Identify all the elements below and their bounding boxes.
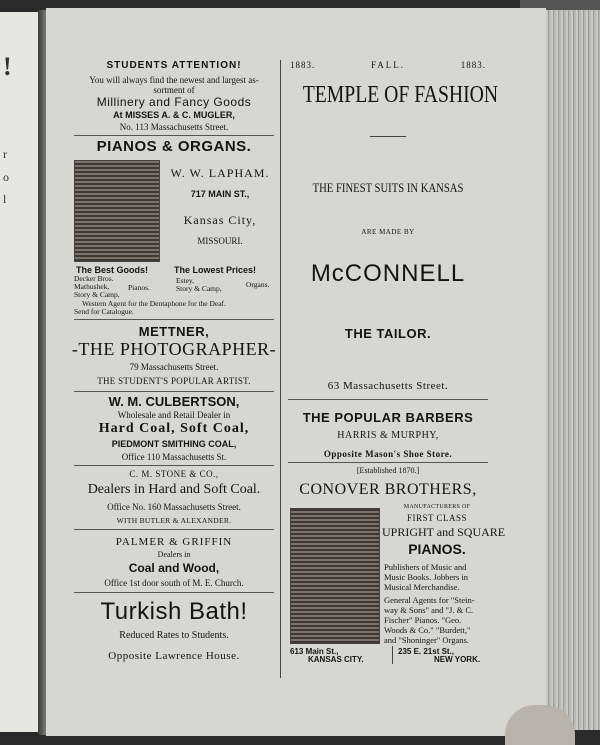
left-page-edge (0, 12, 38, 732)
barbers-address: Opposite Mason's Shoe Store. (323, 449, 453, 459)
mcconnell-name: McCONNELL (310, 260, 466, 287)
divider (74, 529, 274, 530)
culbertson-line: Wholesale and Retail Dealer in (117, 410, 231, 420)
palmer-name: PALMER & GRIFFIN (115, 536, 233, 548)
stone-name: C. M. STONE & CO., (129, 469, 219, 479)
divider (74, 465, 274, 466)
season-label: FALL. (370, 60, 406, 70)
agents-line: way & Sons" and "J. & C. (384, 605, 474, 615)
left-page-fragment: ! (3, 52, 12, 81)
students-line: You will always find the newest and largest as- (89, 75, 259, 85)
barbers-title: THE POPULAR BARBERS (302, 410, 474, 425)
catalogue-note: Send for Catalogue. (74, 307, 134, 316)
mettner-address: 79 Massachusetts Street. (129, 362, 219, 372)
lowest-prices: The Lowest Prices! (174, 265, 257, 275)
barbers-names: HARRIS & MURPHY, (337, 430, 439, 441)
piano-illustration (290, 508, 380, 644)
divider (288, 462, 488, 463)
lapham-address: 717 MAIN ST., (190, 189, 250, 199)
publishers-block (384, 562, 468, 592)
palmer-office: Office 1st door south of M. E. Church. (104, 578, 244, 588)
culbertson-name: W. M. CULBERTSON, (108, 394, 240, 409)
short-rule (370, 136, 406, 137)
the-tailor: THE TAILOR. (344, 326, 432, 341)
conover-name: CONOVER BROTHERS, (299, 481, 477, 498)
new-york-address (398, 648, 480, 664)
stone-dealers: Dealers in Hard and Soft Coal. (87, 482, 261, 497)
divider (74, 319, 274, 320)
students-line: sortment of (153, 85, 195, 95)
year-left: 1883. (290, 60, 316, 70)
agents-line: Fischer" Pianos. "Geo. (384, 615, 462, 625)
first-class: FIRST CLASS (406, 513, 468, 523)
established-year: [Established 1870.] (356, 466, 420, 475)
culbertson-office: Office 110 Massachusetts St. (121, 452, 227, 462)
students-heading: STUDENTS ATTENTION! (106, 60, 242, 71)
coal-heading: Hard Coal, Soft Coal, (98, 421, 250, 436)
piano-makers: Decker Bros. Mathushek, Story & Camp, (74, 274, 120, 299)
divider (74, 391, 274, 392)
lapham-name: W. W. LAPHAM. (170, 166, 270, 180)
address-line: KANSAS CITY. (308, 655, 364, 664)
advertisement-page (46, 8, 546, 736)
turkish-bath-title: Turkish Bath! (100, 598, 248, 625)
organ-makers: Estey, Story & Camp, (176, 276, 222, 293)
palmer-line: Dealers in (157, 550, 191, 559)
divider (74, 135, 274, 136)
mugler-name: At MISSES A. & C. MUGLER, (113, 110, 235, 120)
finest-suits: THE FINEST SUITS IN KANSAS (312, 180, 464, 195)
page-edges (546, 10, 600, 730)
millinery-text: Millinery and Fancy Goods (96, 95, 252, 109)
lapham-state: MISSOURI. (197, 236, 243, 246)
mugler-address: No. 113 Massachusetts Street. (119, 122, 229, 132)
piedmont-coal: PIEDMONT SMITHING COAL, (111, 439, 237, 449)
organs-label: Organs. (246, 280, 270, 289)
divider (288, 399, 488, 400)
photographer-title: -THE PHOTOGRAPHER- (71, 339, 277, 359)
address-line: 235 E. 21st St., (398, 647, 455, 656)
upright-square: UPRIGHT and SQUARE (382, 525, 506, 539)
mettner-tagline: THE STUDENT'S POPULAR ARTIST. (97, 376, 251, 386)
manufacturers-of: MANUFACTURERS OF (403, 504, 471, 510)
publishers-line: Music Books. Jobbers in (384, 572, 469, 582)
column-divider (280, 60, 281, 678)
kansas-city-address (290, 648, 364, 664)
address-line: 613 Main St., (290, 647, 339, 656)
agents-line: and "Shoninger" Organs. (384, 635, 469, 645)
left-page-fragment: o (3, 170, 9, 184)
left-page-fragment: r (3, 147, 7, 161)
mettner-name: METTNER, (138, 324, 210, 339)
lapham-heading: PIANOS & ORGANS. (96, 138, 252, 155)
agents-line: Woods & Co." "Burdett," (384, 625, 471, 635)
stone-partners: WITH BUTLER & ALEXANDER. (116, 516, 232, 525)
mcconnell-address: 63 Massachusetts Street. (327, 380, 449, 392)
pianos-label: Pianos. (128, 283, 150, 292)
coal-wood: Coal and Wood, (128, 561, 220, 575)
organ-illustration (74, 160, 160, 262)
reduced-rates: Reduced Rates to Students. (119, 630, 229, 641)
general-agents-block (384, 595, 475, 645)
year-right: 1883. (460, 60, 486, 70)
agents-line: General Agents for "Stein- (384, 595, 475, 605)
pianos-heading: PIANOS. (408, 541, 466, 557)
publishers-line: Publishers of Music and (384, 562, 467, 572)
left-page-fragment: l (3, 192, 7, 206)
publishers-line: Musical Merchandise. (384, 582, 460, 592)
stone-office: Office No. 160 Massachusetts Street. (107, 502, 241, 512)
lawrence-house: Opposite Lawrence House. (108, 650, 240, 662)
address-line: NEW YORK. (434, 655, 481, 664)
made-by: ARE MADE BY (361, 228, 415, 236)
dentaphone-note: Western Agent for the Dentaphone for the Deaf. (82, 299, 226, 308)
best-goods: The Best Goods! (76, 265, 149, 275)
divider (74, 592, 274, 593)
temple-title: TEMPLE OF FASHION (302, 82, 499, 108)
lapham-city: Kansas City, (183, 213, 257, 227)
